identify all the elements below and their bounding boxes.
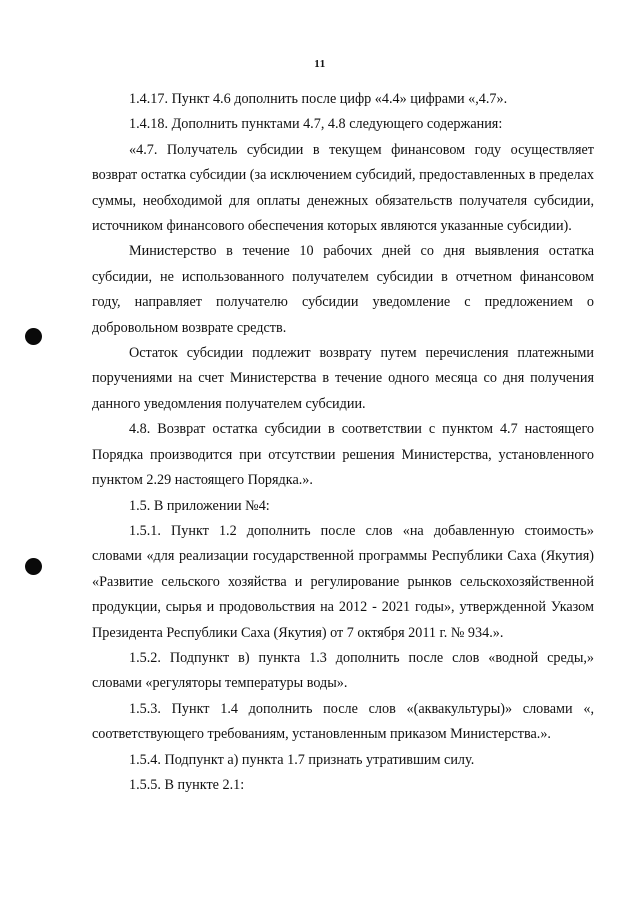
punch-hole-top bbox=[25, 328, 42, 345]
paragraph-4-8: 4.8. Возврат остатка субсидии в соответствии с пунктом 4.7 настоящего Порядка производится при отсутствии решения Министерства, установленного пунктом 2.29 настоящего Порядка.». bbox=[92, 421, 594, 489]
paragraph-1-4-17: 1.4.17. Пункт 4.6 дополнить после цифр «4.4» цифрами «,4.7». bbox=[129, 91, 508, 107]
document-body bbox=[92, 87, 594, 798]
paragraph-1-5-3: 1.5.3. Пункт 1.4 дополнить после слов «(аквакультуры)» словами «, соответствующего требованиям, установленным приказом Министерства.». bbox=[92, 700, 594, 743]
paragraph-1-5-5: 1.5.5. В пункте 2.1: bbox=[129, 776, 245, 793]
paragraph-4-7: «4.7. Получатель субсидии в текущем финансовом году осуществляет возврат остатка субсидии (за исключением субсидий, предоставленных в пределах суммы, необходимой для оплаты денежных обязательств получателя субсидии, источником финансового обеспечения которых являются указанные субсидии). bbox=[92, 141, 594, 235]
paragraph-1-5-4: 1.5.4. Подпункт а) пункта 1.7 признать утратившим силу. bbox=[129, 751, 475, 768]
paragraph-remainder-return: Остаток субсидии подлежит возврату путем перечисления платежными поручениями на счет Министерства в течение одного месяца со дня получения данного уведомления получателем субсидии. bbox=[92, 345, 594, 412]
paragraph-1-5-2: 1.5.2. Подпункт в) пункта 1.3 дополнить после слов «водной среды,» словами «регуляторы температуры воды». bbox=[92, 649, 594, 692]
punch-hole-bottom bbox=[25, 558, 42, 575]
paragraph-1-5: 1.5. В приложении №4: bbox=[129, 497, 270, 514]
page-number: 11 bbox=[314, 58, 326, 70]
paragraph-ministry-notice: Министерство в течение 10 рабочих дней со дня выявления остатка субсидии, не использованного получателем субсидии в отчетном финансовом году, направляет получателю субсидии уведомление с предложением о добровольном возврате средств. bbox=[92, 243, 594, 336]
paragraph-1-5-1: 1.5.1. Пункт 1.2 дополнить после слов «на добавленную стоимость» словами «для реализации государственной программы Республики Саха (Якутия) «Развитие сельского хозяйства и регулирование рынков сельскохозяйственной продукции, сырья и продовольствия на 2012 - 2021 годы», утвержденной Указом Президента Республики Саха (Якутия) от 7 октября 2011 г. № 934.». bbox=[92, 522, 594, 641]
paragraph-1-4-18: 1.4.18. Дополнить пунктами 4.7, 4.8 следующего содержания: bbox=[129, 116, 503, 133]
